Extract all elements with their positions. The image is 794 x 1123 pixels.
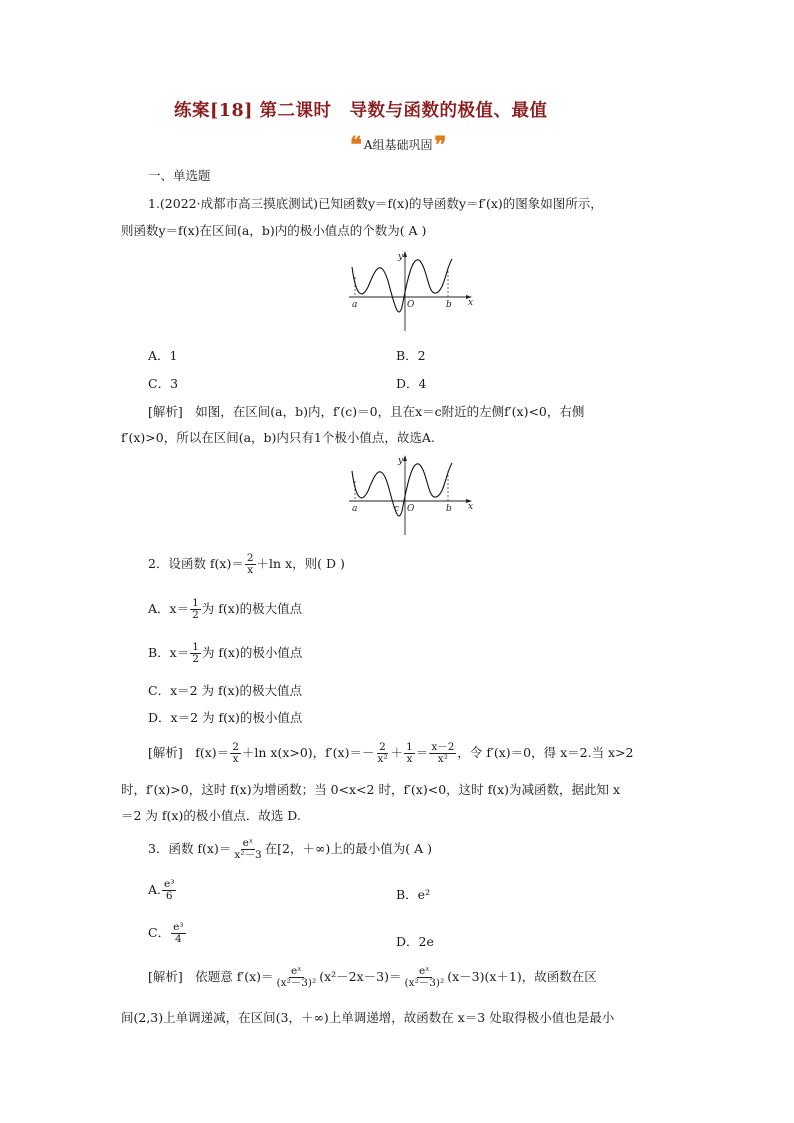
fraction: $\frac{\text{e³}}{4}$ bbox=[173, 921, 184, 945]
q2-analysis-line2: 时，f′(x)>0，这时 f(x)为增函数；当 0<x<2 时，f′(x)<0，这时 f(x)为减函数，据此知 x bbox=[121, 782, 621, 797]
y-axis-arrow-icon bbox=[403, 251, 407, 257]
derivative-curve bbox=[352, 259, 452, 312]
q1-analysis-graph bbox=[344, 451, 474, 537]
page-title: 练案[18] 第二课时 导数与函数的极值、最值 bbox=[174, 101, 548, 121]
q2-stem: 2．设函数 f(x)＝ $\frac{2}{x}$ ＋ln x，则( D ) bbox=[148, 552, 345, 576]
origin-label: O bbox=[407, 300, 415, 310]
y-axis-label: y bbox=[398, 456, 404, 466]
q1-option-a: A．1 bbox=[148, 348, 178, 363]
section-heading: 一、单选题 bbox=[148, 168, 211, 183]
fraction: $\frac{1}{2}$ bbox=[192, 641, 199, 665]
close-quote-icon: ❞ bbox=[434, 131, 447, 158]
fraction: $\frac{\text{e³}}{6}$ bbox=[164, 878, 175, 902]
q2-option-d: D．x＝2 为 f(x)的极小值点 bbox=[148, 710, 303, 725]
q1-graph bbox=[344, 247, 474, 333]
group-label: A组基础巩固 bbox=[363, 138, 433, 152]
q2-option-b: B．x＝ $\frac{1}{2}$ 为 f(x)的极小值点 bbox=[148, 641, 303, 665]
q1-analysis-line1: [解析] 如图，在区间(a，b)内，f′(c)＝0，且在x＝c附近的左侧f′(x)<0，右侧 bbox=[148, 404, 585, 419]
q3-stem: 3．函数 f(x)＝ $\frac{\text{eˣ}}{\text{x²－3}}$ 在[2，＋∞)上的最小值为( A ) bbox=[148, 837, 433, 861]
a-label: a bbox=[352, 300, 358, 310]
x-axis-label: x bbox=[468, 298, 474, 308]
derivative-curve bbox=[352, 463, 452, 516]
q3-option-c: C． $\frac{\text{e³}}{4}$ bbox=[148, 921, 184, 945]
q1-option-d: D．4 bbox=[396, 376, 427, 391]
q2-option-a: A．x＝ $\frac{1}{2}$ 为 f(x)的极大值点 bbox=[148, 597, 303, 621]
q3-option-d: D．2e bbox=[396, 934, 434, 949]
fraction: $\frac{1}{2}$ bbox=[192, 597, 199, 621]
b-label: b bbox=[446, 300, 452, 310]
b-label: b bbox=[446, 504, 452, 514]
a-label: a bbox=[352, 504, 358, 514]
fraction: $\frac{2}{\text{x²}}$ bbox=[377, 741, 388, 765]
fraction: $\frac{\text{eˣ}}{\text{(x²－3)²}}$ bbox=[404, 965, 445, 989]
c-label: c bbox=[394, 504, 400, 514]
q2-analysis-line1: [解析] f(x)＝ $\frac{2}{x}$ ＋ln x(x>0)，f′(x)＝－ $\frac{2}{\text{x²}}$ ＋ $\frac{1}{x}$ ＝ $\frac{x-2}{\text{x²}}$ ，令 f′(x)＝0，得 x＝2.当 x>2 bbox=[148, 741, 634, 765]
fraction: $\frac{\text{eˣ}}{\text{x²－3}}$ bbox=[234, 837, 262, 861]
q2-analysis-line3: ＝2 为 f(x)的极小值点．故选 D. bbox=[121, 808, 301, 823]
q1-stem-line2: 则函数y＝f(x)在区间(a，b)内的极小值点的个数为( A ) bbox=[121, 223, 427, 238]
fraction: $\frac{\text{eˣ}}{\text{(x²－3)²}}$ bbox=[276, 965, 317, 989]
fraction: $\frac{2}{x}$ bbox=[232, 741, 239, 765]
q2-option-c: C．x＝2 为 f(x)的极大值点 bbox=[148, 683, 302, 698]
open-quote-icon: ❝ bbox=[350, 131, 362, 158]
q1-analysis-line2: f′(x)>0，所以在区间(a，b)内只有1个极小值点，故选A. bbox=[121, 430, 435, 445]
y-axis-arrow-icon bbox=[403, 455, 407, 461]
q1-option-c: C．3 bbox=[148, 376, 179, 391]
fraction: $\frac{x-2}{\text{x²}}$ bbox=[431, 741, 455, 765]
origin-label: O bbox=[407, 504, 415, 514]
x-axis-label: x bbox=[468, 502, 474, 512]
y-axis-label: y bbox=[398, 252, 404, 262]
fraction: $\frac{2}{x}$ bbox=[246, 552, 254, 576]
q3-option-b: B．e² bbox=[396, 887, 431, 902]
q1-stem-line1: 1.(2022·成都市高三摸底测试)已知函数y＝f(x)的导函数y＝f′(x)的图象如图所示， bbox=[148, 196, 603, 211]
group-heading bbox=[350, 131, 447, 158]
q3-option-a: A. $\frac{\text{e³}}{6}$ bbox=[148, 878, 175, 902]
fraction: $\frac{1}{x}$ bbox=[406, 741, 413, 765]
q1-option-b: B．2 bbox=[396, 348, 426, 363]
q3-analysis-line1: [解析] 依题意 f′(x)＝ $\frac{\text{eˣ}}{\text{(x²－3)²}}$ (x²－2x－3)＝ $\frac{\text{eˣ}}{\text{(x²－3)²}}$ (x－3)(x＋1)，故函数在区 bbox=[148, 965, 597, 989]
q3-analysis-line2: 间(2,3)上单调递减，在区间(3，＋∞)上单调递增，故函数在 x＝3 处取得极小值也是最小 bbox=[121, 1010, 615, 1025]
